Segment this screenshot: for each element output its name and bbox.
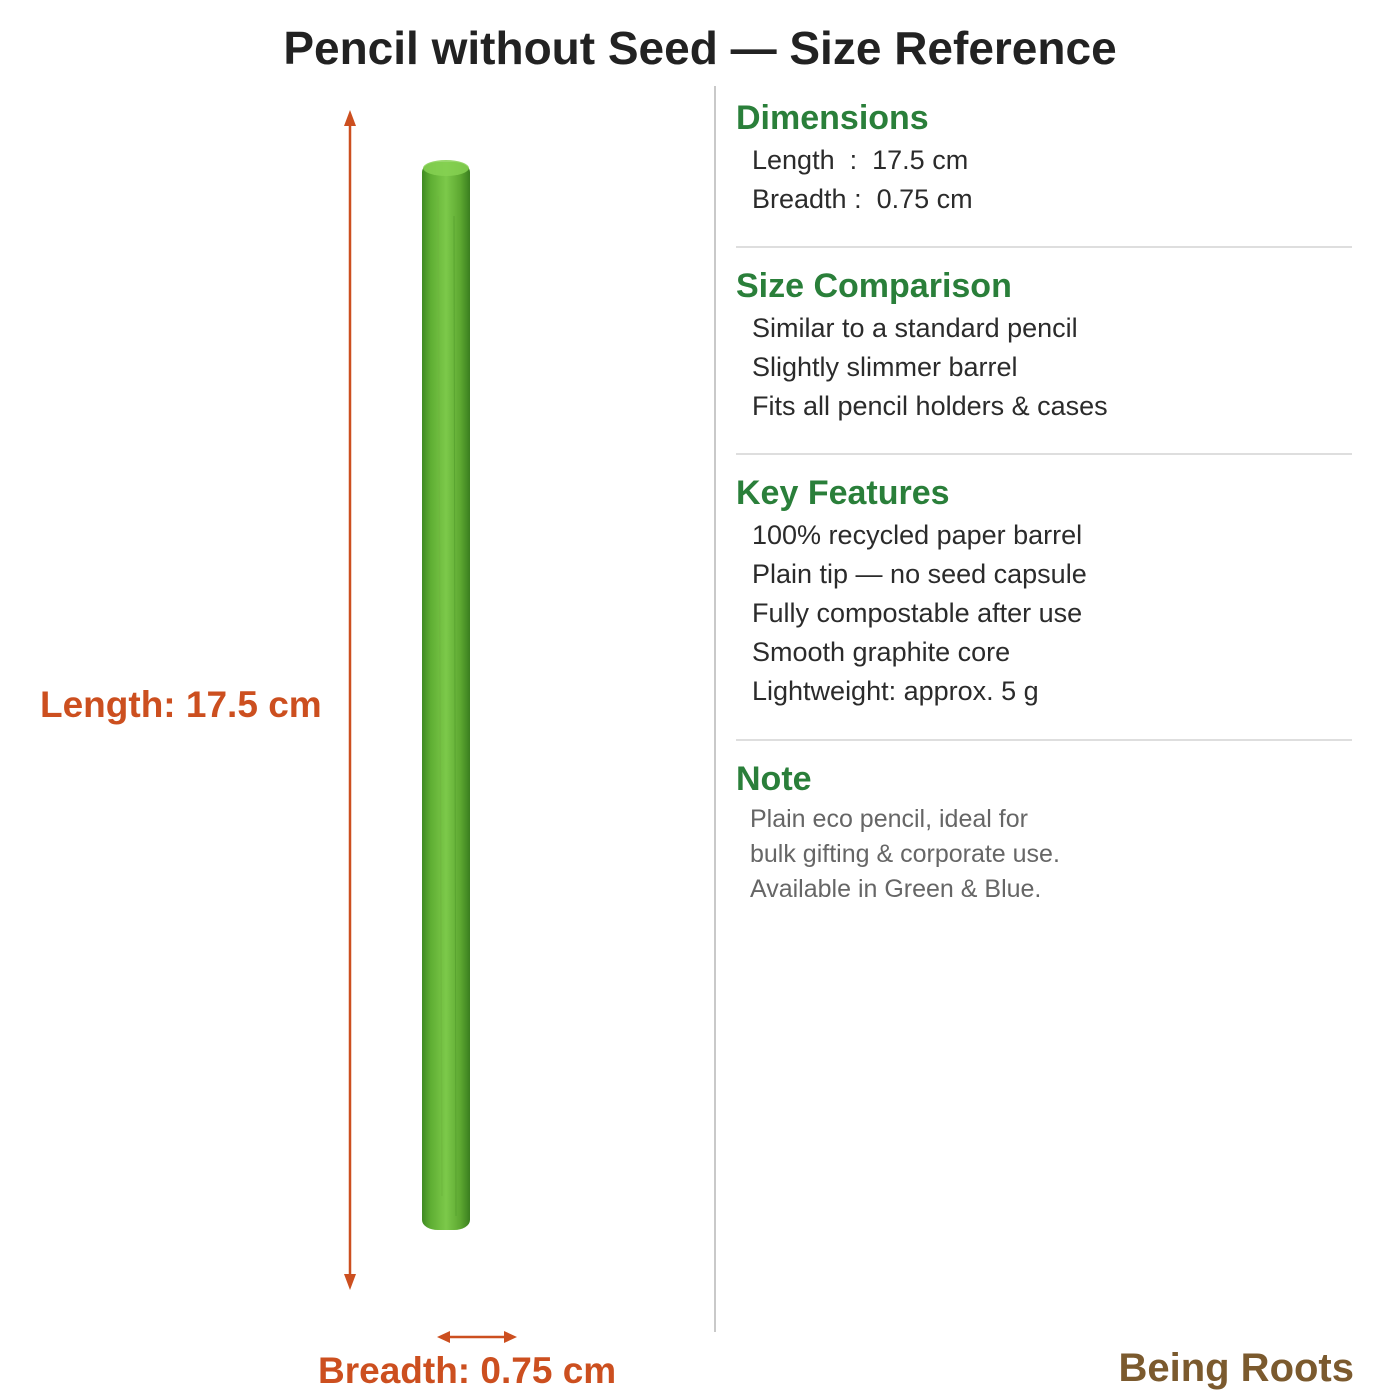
breadth-measure-label: Breadth: 0.75 cm <box>318 1350 617 1391</box>
list-item: Plain tip — no seed capsule <box>752 559 1087 590</box>
length-measure-label: Length: 17.5 cm <box>40 684 322 725</box>
section-divider <box>736 739 1352 741</box>
vertical-divider <box>714 86 716 1332</box>
note-section <box>736 761 1352 907</box>
brand-name: Being Roots <box>1118 1346 1354 1390</box>
dimension-length-label: Length <box>752 145 835 176</box>
dimensions-heading: Dimensions <box>736 99 929 137</box>
section-divider <box>736 453 1352 455</box>
dimension-length-sep: : <box>849 145 858 176</box>
note-heading: Note <box>736 760 812 798</box>
list-item: Smooth graphite core <box>752 637 1011 668</box>
dimension-breadth-label: Breadth <box>752 184 847 215</box>
section-divider <box>736 246 1352 248</box>
size-comparison-heading: Size Comparison <box>736 267 1012 305</box>
pencil-image <box>418 156 478 1236</box>
list-item: 100% recycled paper barrel <box>752 520 1083 551</box>
size-comparison-section <box>736 268 1352 426</box>
note-line: Available in Green & Blue. <box>750 875 1042 904</box>
key-features-section <box>736 475 1352 711</box>
list-item: Lightweight: approx. 5 g <box>752 676 1039 707</box>
dimension-length-row <box>752 141 1352 180</box>
dimension-length-value: 17.5 cm <box>872 145 969 176</box>
dimension-breadth-row <box>752 180 1352 219</box>
dimension-breadth-sep: : <box>854 184 862 215</box>
breadth-arrow <box>437 1331 517 1343</box>
list-item: Fully compostable after use <box>752 598 1083 629</box>
key-features-heading: Key Features <box>736 474 950 512</box>
list-item: Slightly slimmer barrel <box>752 352 1018 383</box>
length-arrow <box>344 110 356 1290</box>
list-item: Fits all pencil holders & cases <box>752 391 1108 422</box>
list-item: Similar to a standard pencil <box>752 313 1078 344</box>
note-line: Plain eco pencil, ideal for <box>750 805 1028 834</box>
dimension-breadth-value: 0.75 cm <box>876 184 973 215</box>
note-line: bulk gifting & corporate use. <box>750 840 1060 869</box>
page-title: Pencil without Seed — Size Reference <box>283 22 1117 74</box>
dimensions-section <box>736 100 1352 219</box>
